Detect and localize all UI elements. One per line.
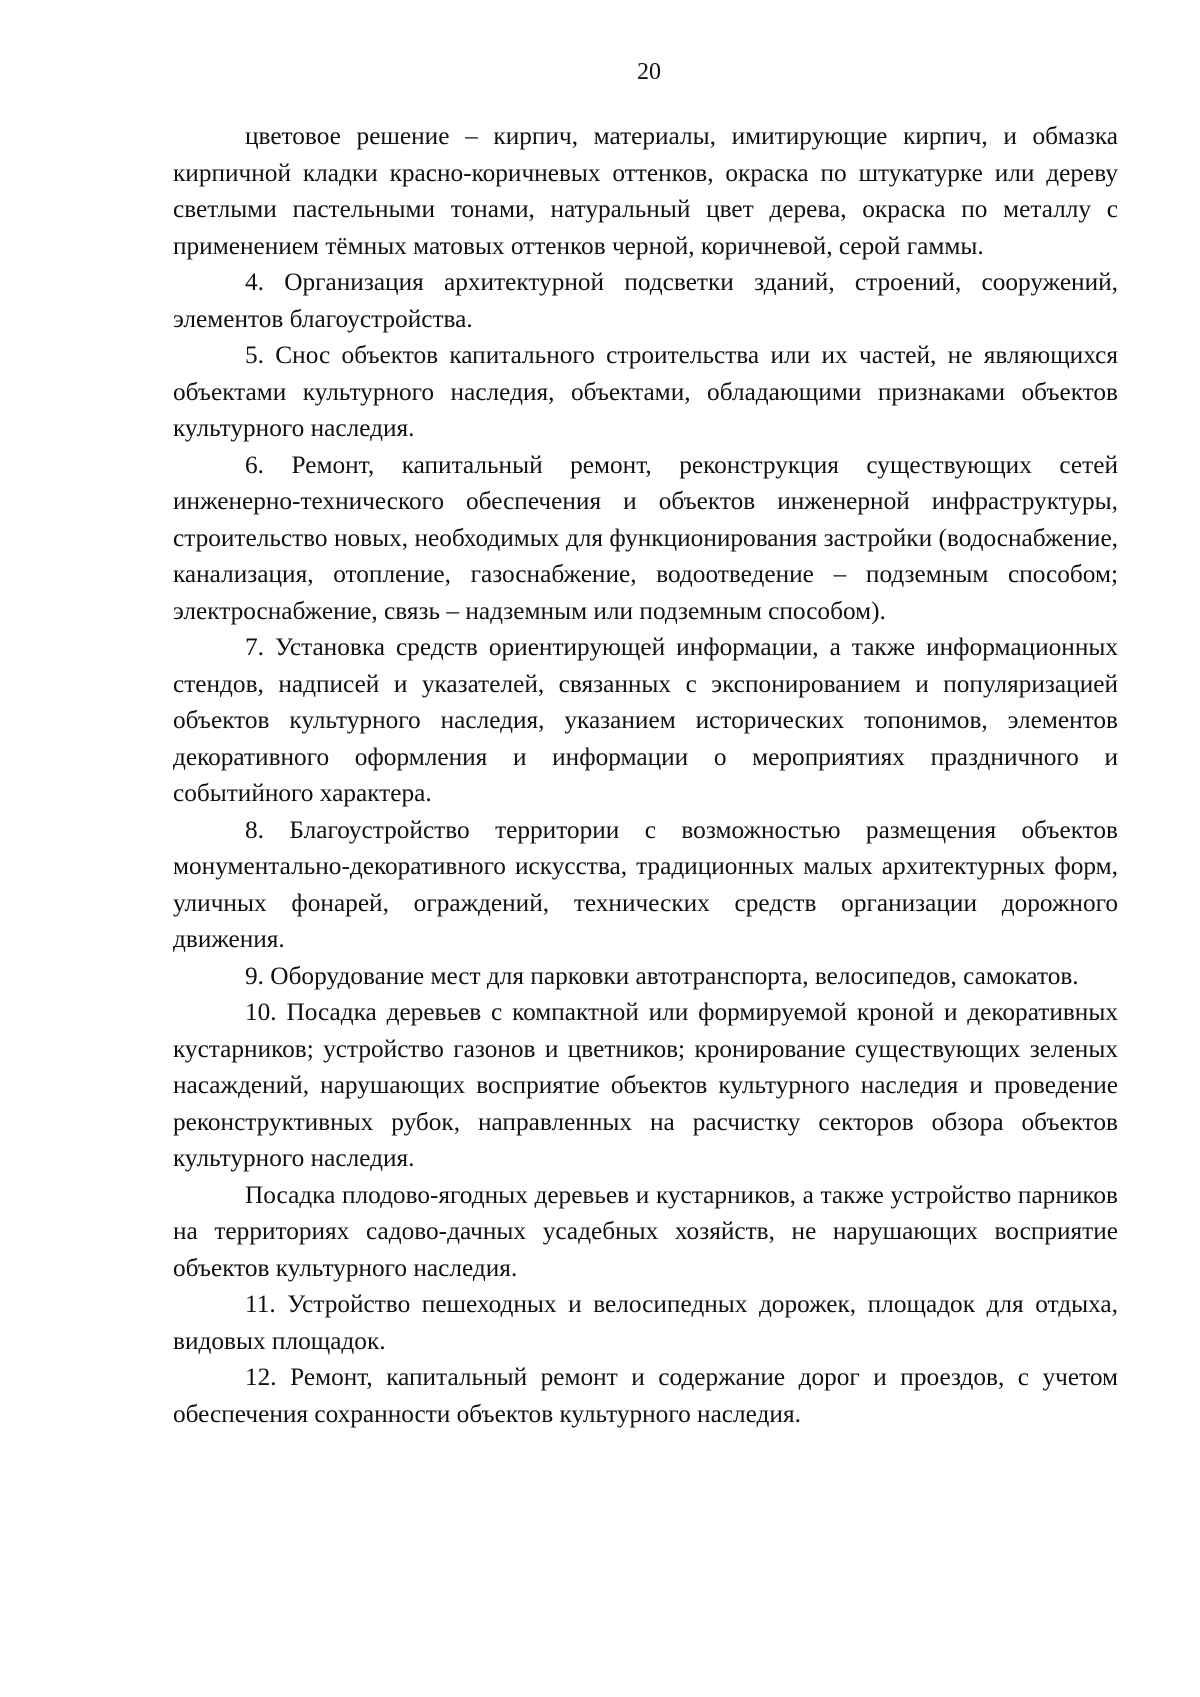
- document-body: [173, 118, 1118, 1432]
- page-number: 20: [637, 59, 661, 85]
- paragraph-item-7: 7. Установка средств ориентирующей информации, а также информационных стендов, надписей и указателей, связанных с экспонированием и популяризацией объектов культурного наследия, указанием исторических топонимов, элементов декоративного оформления и информации о мероприятиях праздничного и событийного характера.: [173, 633, 1118, 807]
- paragraph-item-6: 6. Ремонт, капитальный ремонт, реконструкция существующих сетей инженерно-технического обеспечения и объектов инженерной инфраструктуры, строительство новых, необходимых для функционирования застройки (водоснабжение, канализация, отопление, газоснабжение, водоотведение – подземным способом; электроснабжение, связь – надземным или подземным способом).: [173, 450, 1118, 625]
- paragraph-item-8: 8. Благоустройство территории с возможностью размещения объектов монументально-декоративного искусства, традиционных малых архитектурных форм, уличных фонарей, ограждений, технических средств организации дорожного движения.: [173, 815, 1118, 953]
- paragraph-item-5: 5. Снос объектов капитального строительства или их частей, не являющихся объектами культурного наследия, объектами, обладающими признаками объектов культурного наследия.: [173, 341, 1118, 442]
- paragraph-item-10-addendum: Посадка плодово-ягодных деревьев и кустарников, а также устройство парников на территориях садово-дачных усадебных хозяйств, не нарушающих восприятие объектов культурного наследия.: [173, 1180, 1118, 1282]
- paragraph-color-solution: цветовое решение – кирпич, материалы, имитирующие кирпич, и обмазка кирпичной кладки красно-коричневых оттенков, окраска по штукатурке или дереву светлыми пастельными тонами, натуральный цвет дерева, окраска по металлу с применением тёмных матовых оттенков черной, коричневой, серой гаммы.: [173, 122, 1118, 260]
- paragraph-item-11: 11. Устройство пешеходных и велосипедных дорожек, площадок для отдыха, видовых площадок.: [173, 1290, 1118, 1355]
- paragraph-item-4: 4. Организация архитектурной подсветки зданий, строений, сооружений, элементов благоустройства.: [173, 268, 1118, 333]
- paragraph-item-9: 9. Оборудование мест для парковки автотранспорта, велосипедов, самокатов.: [245, 961, 1079, 990]
- paragraph-item-12: 12. Ремонт, капитальный ремонт и содержание дорог и проездов, с учетом обеспечения сохранности объектов культурного наследия.: [173, 1363, 1118, 1428]
- paragraph-item-10: 10. Посадка деревьев с компактной или формируемой кроной и декоративных кустарников; устройство газонов и цветников; кронирование существующих зеленых насаждений, нарушающих восприятие объектов культурного наследия и проведение реконструктивных рубок, направленных на расчистку секторов обзора объектов культурного наследия.: [173, 998, 1118, 1172]
